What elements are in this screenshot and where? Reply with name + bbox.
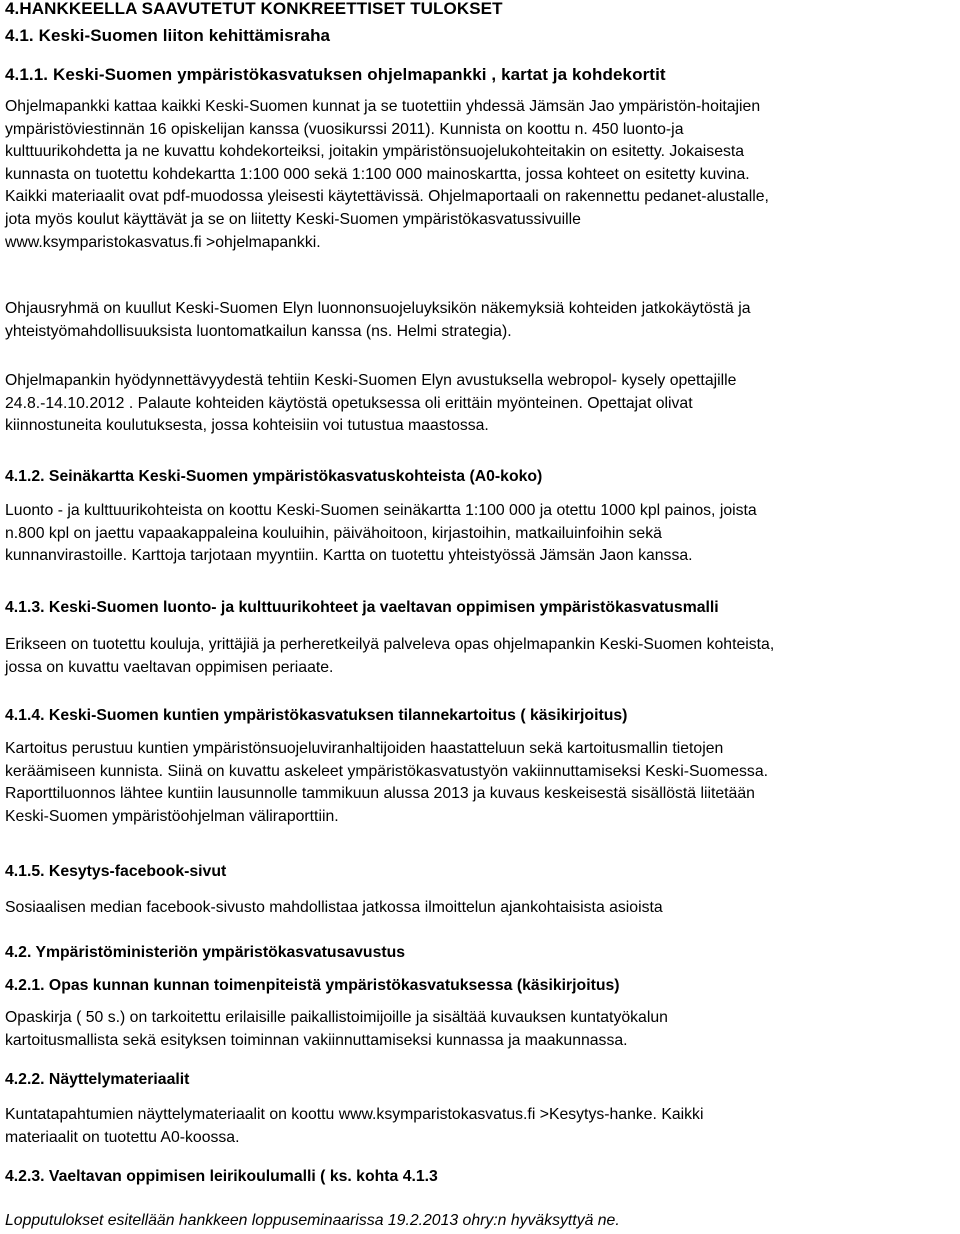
text-line: jota myös koulut käyttävät ja se on liitetty Keski-Suomen ympäristökasvatussivuille bbox=[5, 210, 581, 228]
text-line: Opaskirja ( 50 s.) on tarkoitettu erilaisille paikallistoimijoille ja sisältää kuvauksen kuntatyökalun bbox=[5, 1009, 668, 1026]
text-line: Ohjelmapankki kattaa kaikki Keski-Suomen kunnat ja se tuotettiin yhdessä Jämsän Jao ympäristön-hoitajien bbox=[5, 98, 761, 115]
text-line: jossa on kuvattu vaeltavan oppimisen periaate. bbox=[5, 658, 334, 676]
paragraph-facebook bbox=[5, 897, 957, 920]
text-line: Raporttiluonnos lähtee kuntiin lausunnolle tammikuun alussa 2013 ja kuvaus keskeisestä sisällöstä liitetään bbox=[5, 785, 755, 803]
paragraph-vaeltava-oppiminen bbox=[5, 634, 957, 679]
text-line: Ohjelmapankin hyödynnettävyydestä tehtiin Keski-Suomen Elyn avustuksella webropol- kysely opettajille bbox=[5, 372, 737, 389]
heading-section-4-2: 4.2. Ympäristöministeriön ympäristökasvatusavustus bbox=[5, 944, 406, 961]
heading-section-4-1-3: 4.1.3. Keski-Suomen luonto- ja kulttuurikohteet ja vaeltavan oppimisen ympäristökasvatusmalli bbox=[5, 599, 719, 616]
text-line: Kuntatapahtumien näyttelymateriaalit on koottu www.ksymparistokasvatus.fi >Kesytys-hanke. Kaikki bbox=[5, 1106, 704, 1123]
heading-section-4-2-3: 4.2.3. Vaeltavan oppimisen leirikoulumalli ( ks. kohta 4.1.3 bbox=[5, 1168, 438, 1185]
heading-section-4-1-5: 4.1.5. Kesytys-facebook-sivut bbox=[5, 863, 227, 880]
text-line: Kaikki materiaalit ovat pdf-muodossa yleisesti käytettävissä. Ohjelmaportaali on rakennettu pedanet-alustalle, bbox=[5, 188, 769, 206]
text-line: Ohjausryhmä on kuullut Keski-Suomen Elyn luonnonsuojeluyksikön näkemyksiä kohteiden jatkokäytöstä ja bbox=[5, 300, 751, 317]
heading-section-4-1-2: 4.1.2. Seinäkartta Keski-Suomen ympäristökasvatuskohteista (A0-koko) bbox=[5, 468, 543, 485]
text-line: kunnasta on tuotettu kohdekartta 1:100 000 sekä 1:100 000 mainoskartta, jossa kohteet on esitetty kuvina. bbox=[5, 165, 750, 183]
text-line: kartoitusmallista sekä esityksen toiminnan vakiinnuttamiseksi kunnassa ja maakunnassa. bbox=[5, 1031, 628, 1049]
heading-section-4-1: 4.1. Keski-Suomen liiton kehittämisraha bbox=[5, 26, 331, 45]
text-line: kiinnostuneita koulutuksesta, jossa kohteisiin voi tutustua maastossa. bbox=[5, 417, 489, 435]
paragraph-tilannekartoitus bbox=[5, 738, 957, 828]
text-line: materiaalit on tuotettu A0-koossa. bbox=[5, 1128, 240, 1146]
paragraph-seinakartta bbox=[5, 500, 957, 568]
text-line: Sosiaalisen median facebook-sivusto mahdollistaa jatkossa ilmoittelun ajankohtaisista asioista bbox=[5, 899, 663, 916]
text-line: www.ksymparistokasvatus.fi >ohjelmapankki. bbox=[5, 233, 321, 251]
text-line: n.800 kpl on jaettu vapaakappaleina kouluihin, päivähoitoon, kirjastoihin, matkailuinfoihin sekä bbox=[5, 524, 662, 542]
text-line: Keski-Suomen ympäristöohjelman väliraporttiin. bbox=[5, 807, 339, 825]
paragraph-hyodynnettavyys bbox=[5, 370, 957, 438]
text-line: keräämiseen kunnista. Siinä on kuvattu askeleet ympäristökasvatustyön vakiinnuttamiseksi Keski-Suomessa. bbox=[5, 762, 769, 780]
heading-section-4-1-4: 4.1.4. Keski-Suomen kuntien ympäristökasvatuksen tilannekartoitus ( käsikirjoitus) bbox=[5, 707, 628, 724]
text-line: 24.8.-14.10.2012 . Palaute kohteiden käytöstä opetuksessa oli erittäin myönteinen. Opettajat olivat bbox=[5, 394, 693, 412]
paragraph-nayttelymateriaalit bbox=[5, 1104, 957, 1149]
heading-section-4-2-1: 4.2.1. Opas kunnan kunnan toimenpiteistä ympäristökasvatuksessa (käsikirjoitus) bbox=[5, 977, 620, 994]
text-line: Erikseen on tuotettu kouluja, yrittäjiä ja perheretkeilyä palveleva opas ohjelmapankin Keski-Suomen kohteista, bbox=[5, 636, 775, 653]
closing-note: Lopputulokset esitellään hankkeen loppuseminaarissa 19.2.2013 ohry:n hyväksyttyä ne. bbox=[5, 1212, 620, 1229]
text-line: kunnanvirastoille. Karttoja tarjotaan myyntiin. Kartta on tuotettu yhteistyössä Jämsän Jaon kanssa. bbox=[5, 547, 693, 565]
paragraph-ohjausryhma bbox=[5, 298, 957, 343]
text-line: ympäristöviestinnän 16 opiskelijan kanssa (vuosikurssi 2011). Kunnista on koottu n. 450 luonto-ja bbox=[5, 120, 684, 138]
text-line: yhteistyömahdollisuuksista luontomatkailun kanssa (ns. Helmi strategia). bbox=[5, 322, 512, 340]
text-line: Luonto - ja kulttuurikohteista on koottu Keski-Suomen seinäkartta 1:100 000 ja otettu 1000 kpl painos, joista bbox=[5, 502, 757, 519]
paragraph-ohjelmapankki bbox=[5, 96, 957, 254]
text-line: kulttuurikohdetta ja ne kuvattu kohdekorteiksi, joitakin ympäristönsuojelukohteitakin on esitetty. Jokaisesta bbox=[5, 143, 745, 161]
text-line: Kartoitus perustuu kuntien ympäristönsuojeluviranhaltijoiden haastatteluun sekä kartoitusmallin tietojen bbox=[5, 740, 724, 757]
heading-section-4-1-1: 4.1.1. Keski-Suomen ympäristökasvatuksen ohjelmapankki , kartat ja kohdekortit bbox=[5, 65, 666, 84]
heading-section-4: 4.HANKKEELLA SAAVUTETUT KONKREETTISET TULOKSET bbox=[5, 0, 503, 18]
heading-section-4-2-2: 4.2.2. Näyttelymateriaalit bbox=[5, 1071, 190, 1088]
paragraph-opaskirja bbox=[5, 1007, 957, 1052]
